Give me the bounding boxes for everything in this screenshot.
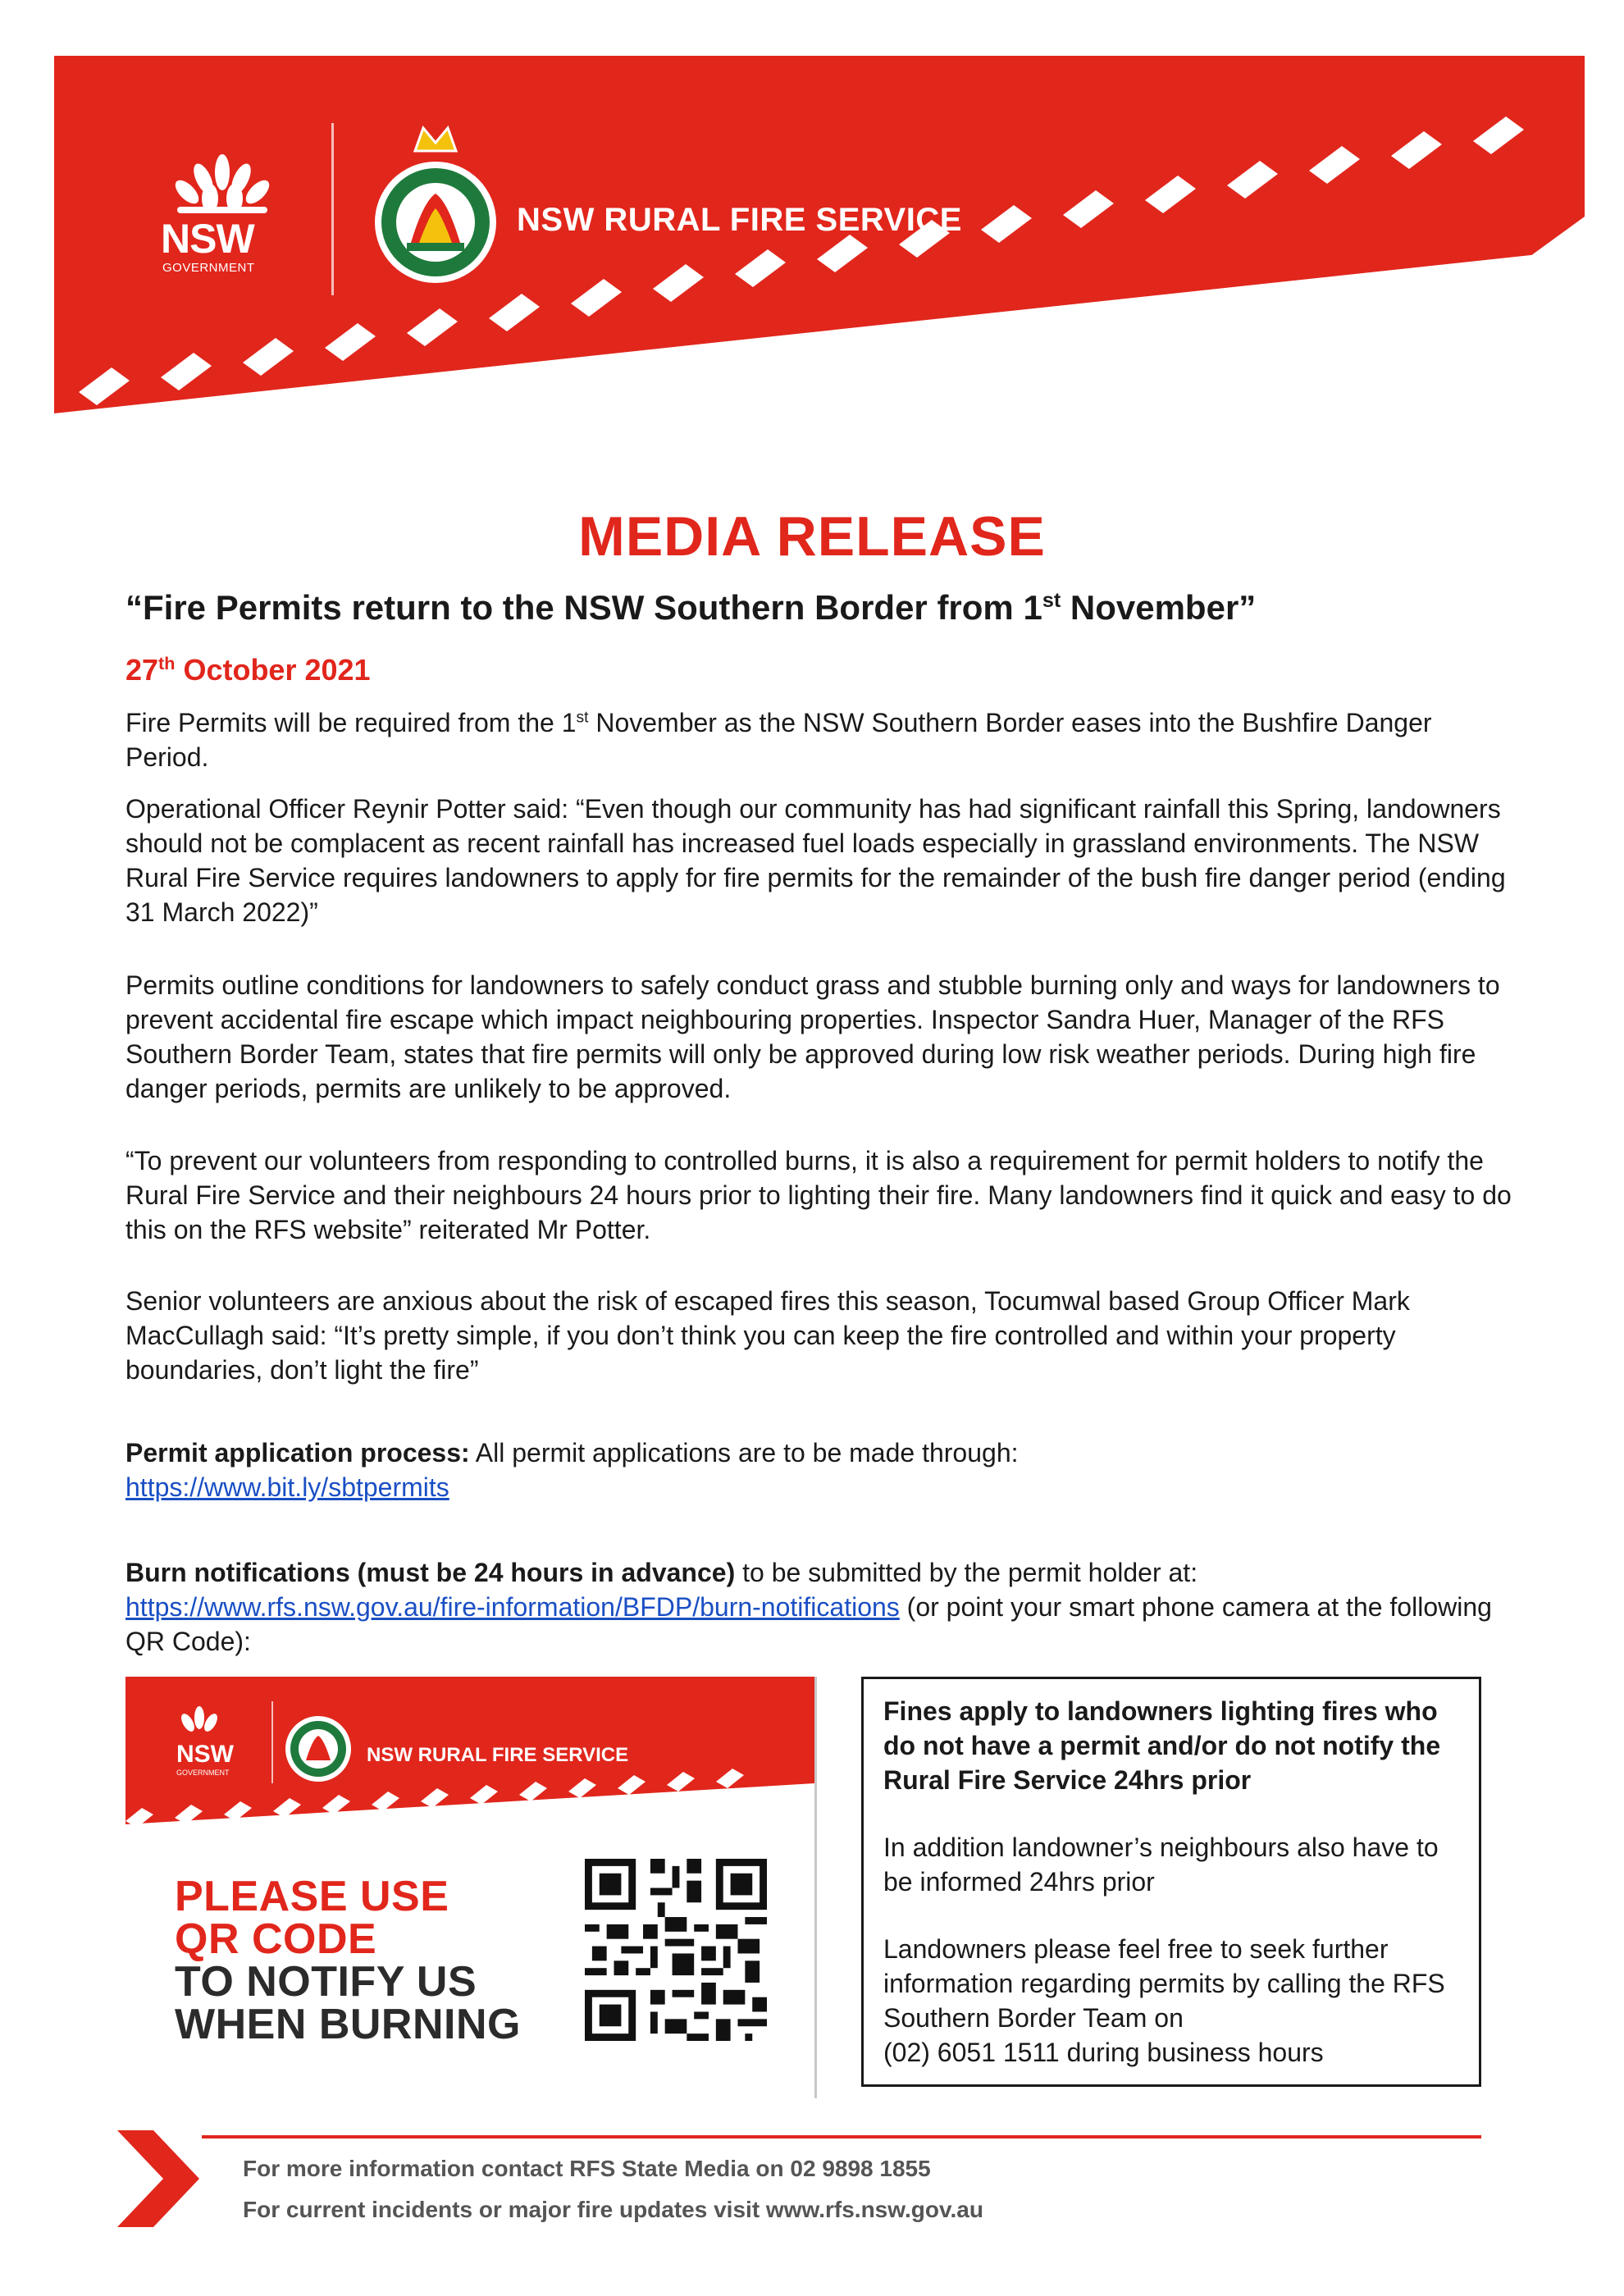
- qr-card-message: PLEASE USE QR CODE TO NOTIFY US WHEN BURNING: [175, 1873, 521, 2048]
- rfs-crest-icon: [366, 120, 505, 292]
- paragraph-1: Fire Permits will be required from the 1st November as the NSW Southern Border eases into the Bushfire Danger Period.: [125, 708, 1432, 772]
- service-title: NSW RURAL FIRE SERVICE: [517, 202, 962, 238]
- qr-card-brand: NSW RURAL FIRE SERVICE: [367, 1744, 629, 1766]
- phone-number: (02) 6051 1511 during business hours: [883, 2038, 1324, 2067]
- burn-notifications-link[interactable]: https://www.rfs.nsw.gov.au/fire-information/BFDP/burn-notifications: [125, 1592, 900, 1622]
- burn-notifications: Burn notifications (must be 24 hours in advance) to be submitted by the permit holder at: https://www.rfs.nsw.gov.au/fire-information/BFDP/burn-notifications (or point your smart phone camera at the following QR Code):: [125, 1558, 1492, 1656]
- paragraph-5: Senior volunteers are anxious about the risk of escaped fires this season, Tocumwal based Group Officer Mark MacCullagh said: “It’s pretty simple, if you don’t think you can keep the fire controlled and within your property boundaries, don’t light the fire”: [125, 1286, 1410, 1385]
- chevron-right-icon: [117, 2130, 199, 2227]
- qr-code-icon[interactable]: [585, 1859, 767, 2041]
- qr-card-nsw-wordmark: NSW: [176, 1741, 234, 1768]
- paragraph-3: Permits outline conditions for landowners to safely conduct grass and stubble burning only and ways for landowners to prevent accidental fire escape which impact neighbouring properties. Inspector Sandra Huer, Manager of the RFS Southern Border Team, states that fire permits will only be approved during low risk weather periods. During high fire danger periods, permits are unlikely to be approved.: [125, 970, 1500, 1103]
- government-label: GOVERNMENT: [162, 261, 255, 275]
- paragraph-4: “To prevent our volunteers from responding to controlled burns, it is also a requirement for permit holders to notify the Rural Fire Service and their neighbours 24 hours prior to lighting their fire. Many landowners find it quick and easy to do this on the RFS website” reiterated Mr Potter.: [125, 1146, 1512, 1244]
- media-release-heading: MEDIA RELEASE: [578, 505, 1046, 568]
- qr-code-card: [125, 1677, 817, 2098]
- permit-process: Permit application process: All permit applications are to be made through: https://www.bit.ly/sbtpermits: [125, 1438, 1019, 1502]
- footer-rule: [202, 2135, 1481, 2139]
- release-headline: “Fire Permits return to the NSW Southern Border from 1st November”: [125, 588, 1257, 627]
- fines-info-box: Fines apply to landowners lighting fires who do not have a permit and/or do not notify the Rural Fire Service 24hrs prior In addition landowner’s neighbours also have to be informed 24hrs prior Landowners please feel free to seek further information regarding permits by calling the RFS Southern Border Team on (02) 6051 1511 during business hours: [861, 1677, 1481, 2087]
- footer-incidents-link: For current incidents or major fire updates visit www.rfs.nsw.gov.au: [243, 2197, 983, 2222]
- release-date: 27th October 2021: [125, 653, 371, 687]
- permit-link[interactable]: https://www.bit.ly/sbtpermits: [125, 1472, 449, 1502]
- qr-card-government-label: GOVERNMENT: [176, 1769, 230, 1777]
- banner-divider: [331, 123, 334, 295]
- paragraph-2: Operational Officer Reynir Potter said: “Even though our community has had significant rainfall this Spring, landowners should not be complacent as recent rainfall has increased fuel loads especially in grassland environments. The NSW Rural Fire Service requires landowners to apply for fire permits for the remainder of the bush fire danger period (ending 31 March 2022)”: [125, 794, 1506, 927]
- footer-media-contact: For more information contact RFS State Media on 02 9898 1855: [243, 2156, 931, 2181]
- nsw-wordmark: NSW: [161, 216, 254, 262]
